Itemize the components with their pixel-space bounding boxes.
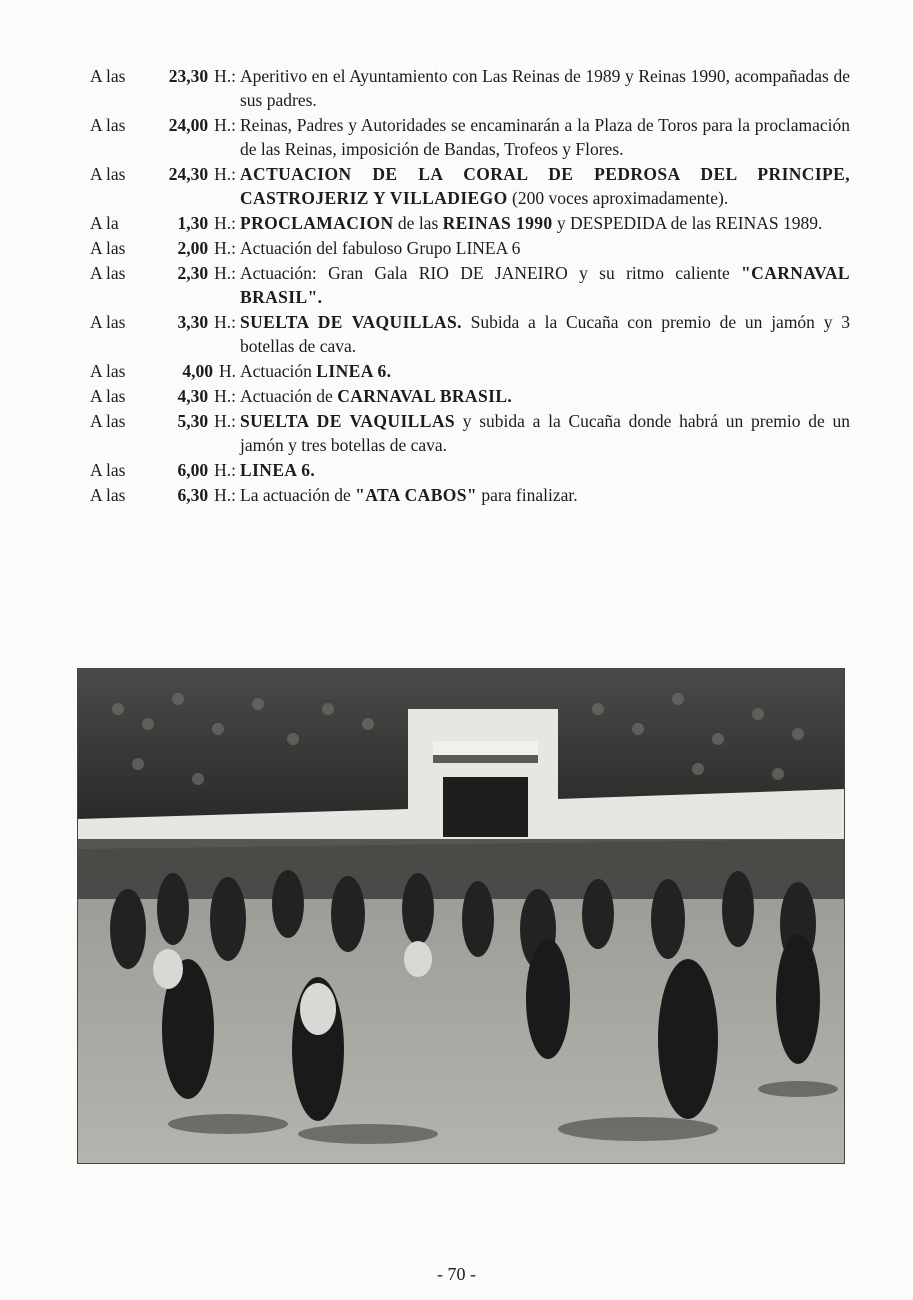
bold-text: "ATA CABOS" [355, 485, 478, 505]
bold-text: LINEA 6. [316, 361, 392, 381]
entry-time [90, 483, 240, 507]
bold-text: SUELTA DE VAQUILLAS. [240, 312, 462, 332]
entry-time [90, 211, 240, 235]
entry-description [240, 409, 850, 457]
time-clock: 24,00 [168, 115, 209, 135]
schedule-entry [90, 236, 850, 260]
schedule-entry [90, 113, 850, 161]
text: (200 voces aproximadamente). [507, 188, 729, 208]
bold-text: ACTUACION DE LA CORAL DE PEDROSA DEL PRINCIPE, CASTROJERIZ Y VILLADIEGO [240, 164, 850, 208]
entry-time [90, 384, 240, 408]
time-label: A las [90, 460, 126, 480]
entry-description [240, 458, 850, 482]
time-label: A las [90, 312, 126, 332]
schedule-entry [90, 64, 850, 112]
text: de las [393, 213, 443, 233]
time-label: A las [90, 411, 126, 431]
time-label: A las [90, 263, 126, 283]
entry-time [90, 310, 240, 358]
time-clock: 24,30 [168, 164, 209, 184]
time-label: A las [90, 386, 126, 406]
entry-description [240, 483, 850, 507]
entry-description [240, 359, 850, 383]
entry-description [240, 236, 850, 260]
text: Actuación [240, 361, 317, 381]
text: Actuación de [240, 386, 338, 406]
time-clock: 3,30 [177, 312, 209, 332]
schedule-entry [90, 261, 850, 309]
schedule-entry [90, 162, 850, 210]
schedule-list [90, 64, 850, 508]
entry-time [90, 113, 240, 161]
entry-time [90, 458, 240, 482]
text: La actuación de [240, 485, 356, 505]
bold-text: REINAS 1990 [442, 213, 553, 233]
time-suffix: H.: [214, 460, 236, 480]
time-clock: 1,30 [177, 213, 209, 233]
schedule-entry [90, 458, 850, 482]
entry-time [90, 236, 240, 260]
time-label: A las [90, 66, 126, 86]
time-suffix: H.: [214, 115, 236, 135]
text: Subida a la Cucaña con premio de un jamón y 3 botellas de cava. [240, 312, 850, 356]
time-suffix: H.: [214, 238, 236, 258]
time-suffix: H.: [214, 213, 236, 233]
time-suffix: H.: [214, 164, 236, 184]
entry-time [90, 409, 240, 457]
time-suffix: H.: [214, 263, 236, 283]
entry-time [90, 359, 240, 383]
schedule-entry [90, 409, 850, 457]
schedule-entry [90, 384, 850, 408]
entry-description [240, 211, 850, 235]
text: y subida a la Cucaña donde habrá un premio de un jamón y tres botellas de cava. [240, 411, 850, 455]
bold-text: SUELTA DE VAQUILLAS [240, 411, 455, 431]
time-clock: 6,30 [177, 485, 209, 505]
time-label: A las [90, 485, 126, 505]
schedule-entry [90, 310, 850, 358]
bold-text: CARNAVAL BRASIL. [337, 386, 513, 406]
entry-description [240, 384, 850, 408]
schedule-entry [90, 211, 850, 235]
text: y DESPEDIDA de las REINAS 1989. [552, 213, 823, 233]
time-suffix: H. [218, 361, 236, 381]
bold-text: PROCLAMACION [240, 213, 394, 233]
text: Actuación del fabuloso Grupo LINEA 6 [240, 238, 521, 258]
text: Aperitivo en el Ayuntamiento con Las Reinas de 1989 y Reinas 1990, acompañadas de sus padres. [240, 66, 850, 110]
time-label: A las [90, 361, 126, 381]
time-label: A las [90, 238, 126, 258]
time-label: A la [90, 213, 119, 233]
text: Actuación: Gran Gala RIO DE JANEIRO y su ritmo caliente [240, 263, 742, 283]
time-clock: 4,30 [177, 386, 209, 406]
page-number: - 70 - [437, 1264, 476, 1284]
schedule-entry [90, 483, 850, 507]
entry-description [240, 261, 850, 309]
time-clock: 5,30 [177, 411, 209, 431]
time-label: A las [90, 164, 126, 184]
time-suffix: H.: [214, 312, 236, 332]
time-label: A las [90, 115, 126, 135]
time-clock: 4,00 [182, 361, 213, 381]
time-suffix: H.: [214, 66, 236, 86]
schedule-entry [90, 359, 850, 383]
time-clock: 6,00 [177, 460, 209, 480]
time-clock: 2,00 [177, 238, 209, 258]
time-suffix: H.: [214, 386, 236, 406]
time-suffix: H.: [214, 485, 236, 505]
bold-text: "CARNAVAL BRASIL". [240, 263, 850, 307]
entry-time [90, 64, 240, 112]
entry-description [240, 310, 850, 358]
time-clock: 2,30 [177, 263, 209, 283]
entry-time [90, 261, 240, 309]
entry-description [240, 64, 850, 112]
text: para finalizar. [477, 485, 578, 505]
entry-description [240, 162, 850, 210]
bold-text: LINEA 6. [240, 460, 316, 480]
text: Reinas, Padres y Autoridades se encaminarán a la Plaza de Toros para la proclamación de las Reinas, imposición de Bandas, Trofeos y Flores. [240, 115, 850, 159]
entry-description [240, 113, 850, 161]
bullring-photo [77, 668, 845, 1164]
entry-time [90, 162, 240, 210]
time-suffix: H.: [214, 411, 236, 431]
time-clock: 23,30 [168, 66, 209, 86]
